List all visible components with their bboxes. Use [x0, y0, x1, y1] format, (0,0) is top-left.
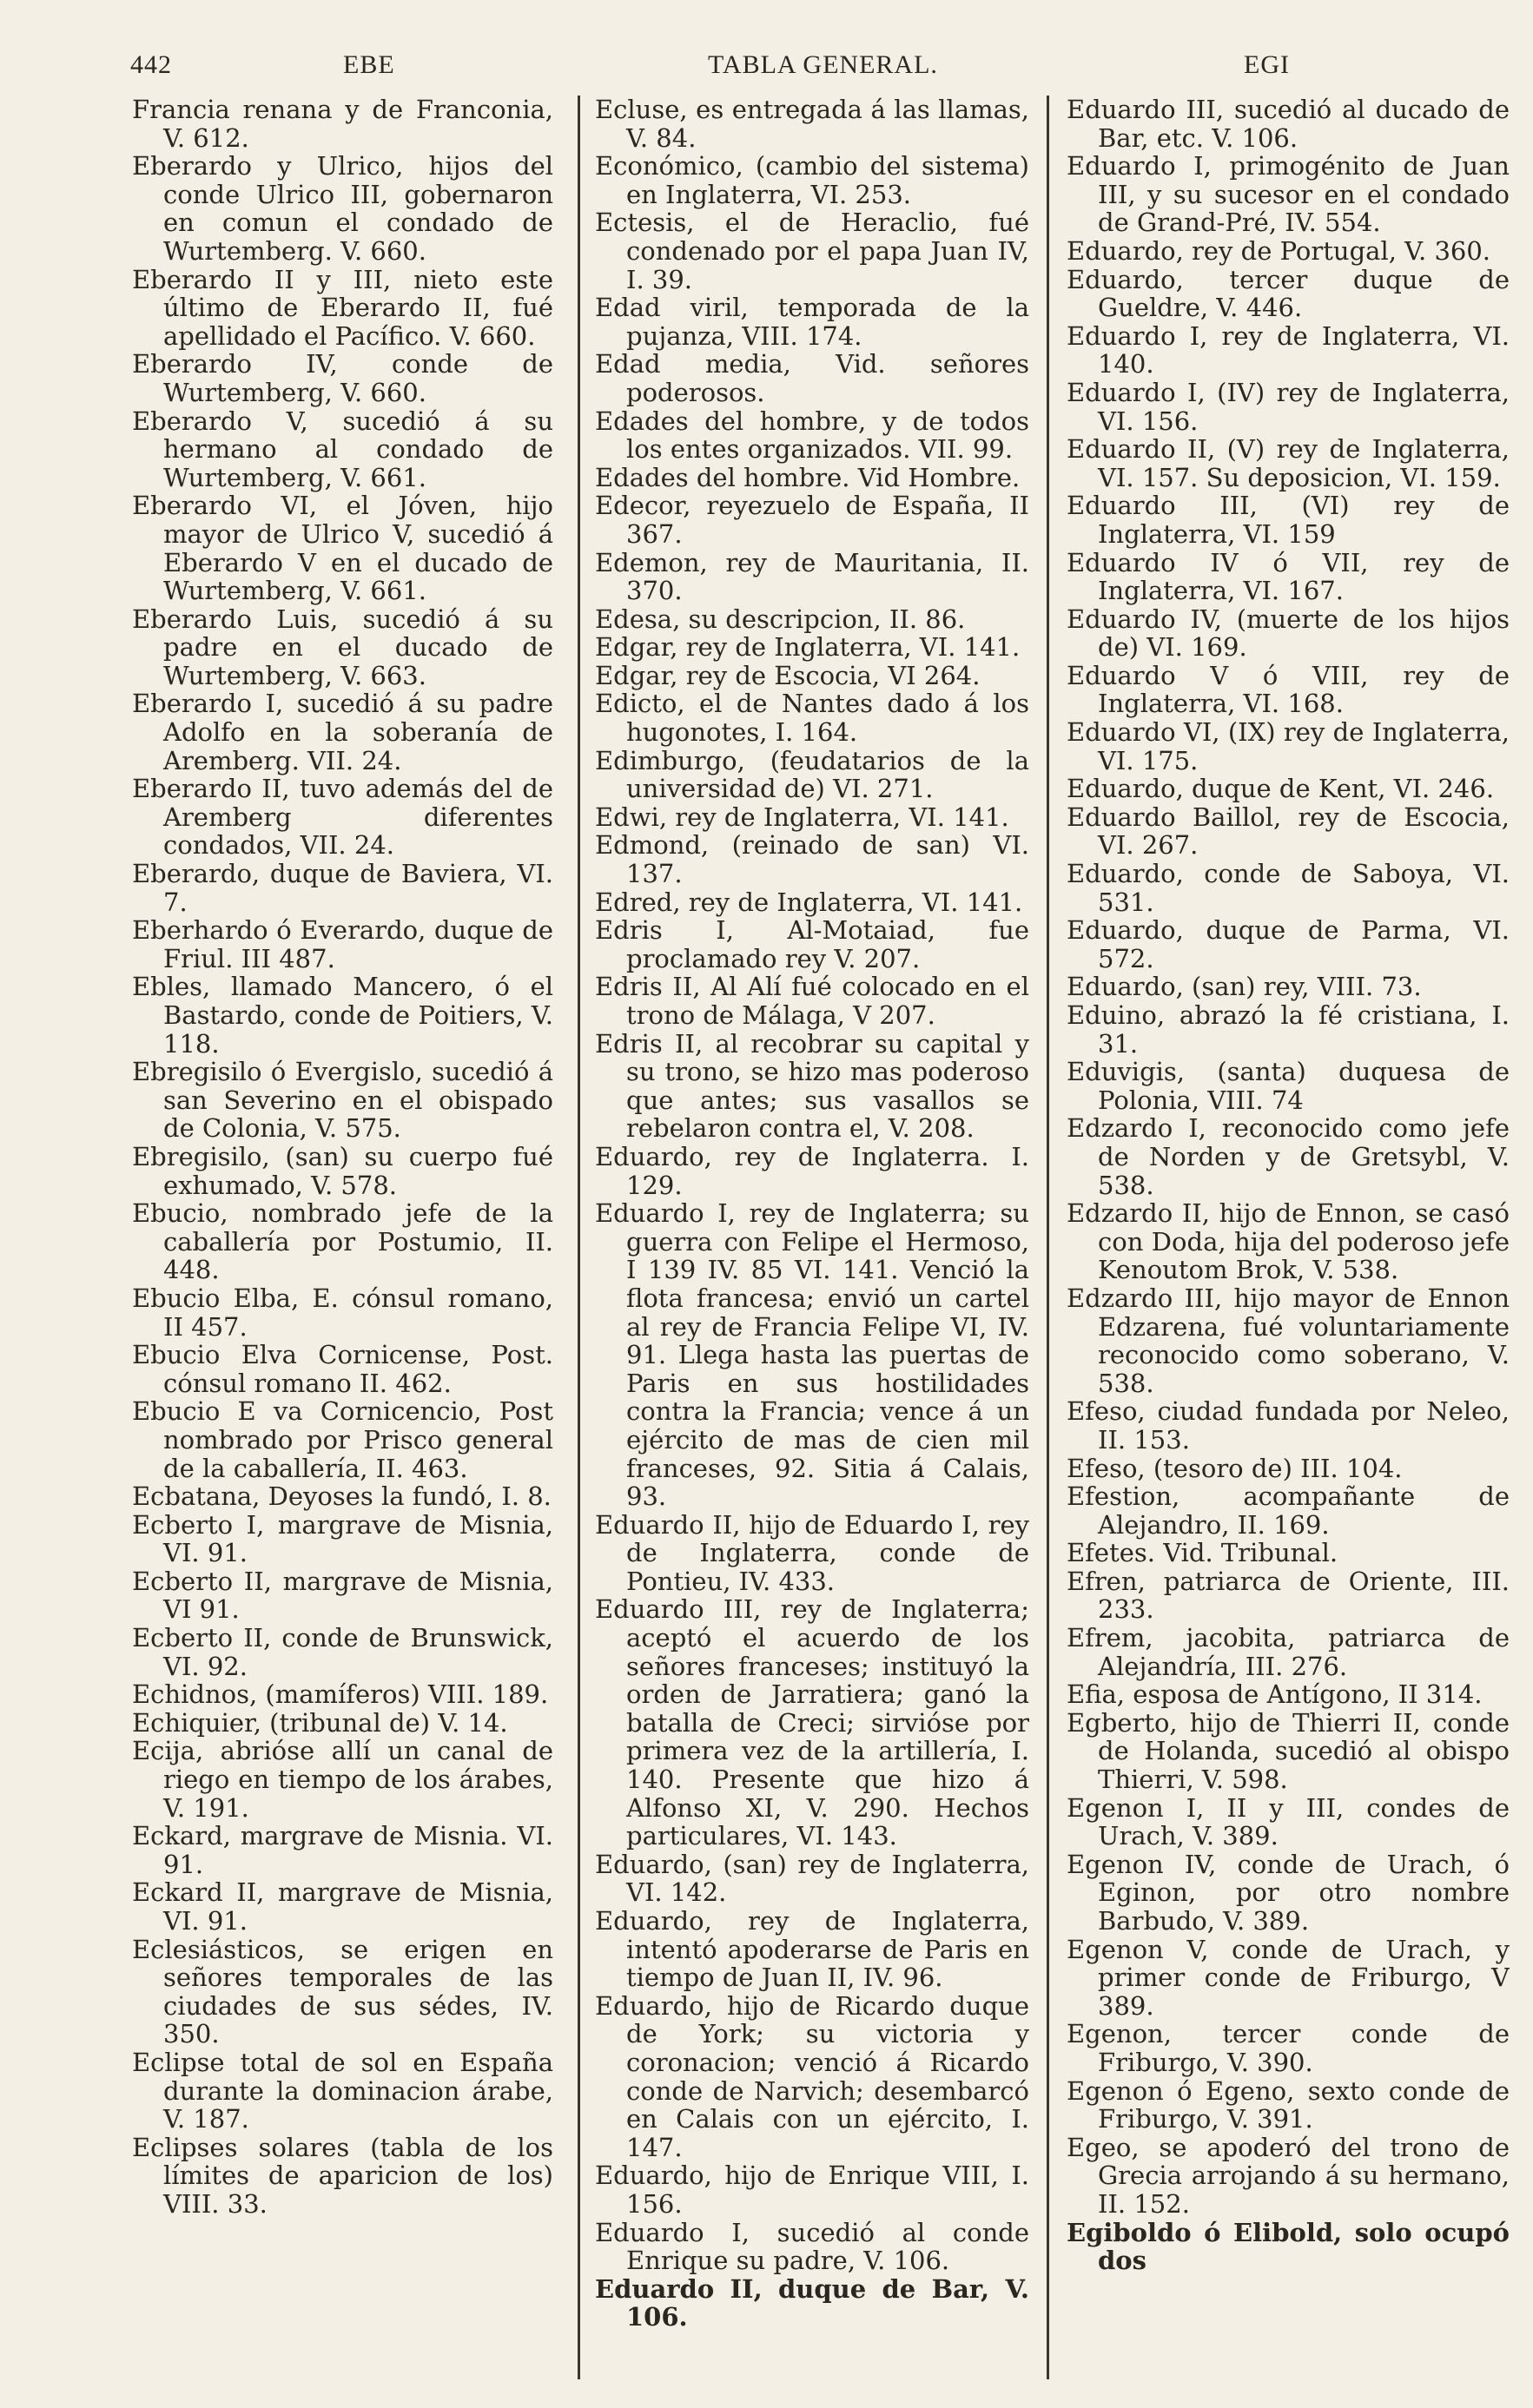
running-header	[130, 50, 1498, 94]
index-entry: Eberardo II, tuvo además del de Aremberg diferentes condados, VII. 24.	[132, 774, 553, 861]
index-entry: Eckard, margrave de Misnia. VI. 91.	[132, 1821, 553, 1879]
index-entry: Eduardo, duque de Kent, VI. 246.	[1067, 774, 1495, 804]
index-entry: Ecberto II, conde de Brunswick, VI. 92.	[132, 1623, 553, 1681]
index-entry: Ecberto II, margrave de Misnia, VI 91.	[132, 1566, 553, 1625]
index-entry: Eduardo, conde de Saboya, VI. 531.	[1067, 859, 1510, 917]
index-entry: Eberardo V, sucedió á su hermano al condado de Wurtemberg, V. 661.	[132, 406, 553, 492]
index-entry: Egiboldo ó Elibold, solo ocupó dos	[1067, 2217, 1510, 2276]
index-entry: Eduardo I, (IV) rey de Inglaterra, VI. 156.	[1067, 377, 1510, 436]
index-entry: Eclesiásticos, se erigen en señores temporales de las ciudades de sus sédes, IV. 350.	[132, 1934, 553, 2049]
index-entry: Económico, (cambio del sistema) en Inglaterra, VI. 253.	[595, 151, 1029, 209]
index-entry: Ecija, abrióse allí un canal de riego en tiempo de los árabes, V. 191.	[132, 1736, 553, 1823]
index-entry: Eduardo I, rey de Inglaterra, VI. 140.	[1067, 320, 1510, 379]
index-entry: Efestion, acompañante de Alejandro, II. 169.	[1067, 1481, 1510, 1540]
column-rule-right	[1047, 96, 1049, 2379]
index-entry: Ecberto I, margrave de Misnia, VI. 91.	[132, 1509, 553, 1568]
page-number: 442	[130, 50, 172, 79]
index-entry: Eberardo y Ulrico, hijos del conde Ulrico III, gobernaron en comun el condado de Wurtemberg. V. 660.	[132, 151, 553, 266]
index-entry: Eberardo, duque de Baviera, VI. 7.	[132, 859, 553, 917]
index-entry: Eduardo II, (V) rey de Inglaterra, VI. 157. Su deposicion, VI. 159.	[1067, 434, 1510, 492]
index-entry: Eduino, abrazó la fé cristiana, I. 31.	[1067, 1000, 1510, 1059]
index-entry: Eduardo Baillol, rey de Escocia, VI. 267.	[1067, 802, 1510, 861]
index-entry: Eduardo, (san) rey de Inglaterra, VI. 142.	[595, 1849, 1029, 1908]
index-column-2	[595, 96, 1029, 2379]
index-entry: Edad media, Vid. señores poderosos.	[595, 349, 1029, 407]
index-entry: Egenon, tercer conde de Friburgo, V. 390.	[1067, 2019, 1510, 2077]
index-entry: Eduardo II, hijo de Eduardo I, rey de Inglaterra, conde de Pontieu, IV. 433.	[595, 1509, 1029, 1596]
index-entry: Ectesis, el de Heraclio, fué condenado por el papa Juan IV, I. 39.	[595, 208, 1029, 294]
index-entry: Eduardo III, (VI) rey de Inglaterra, VI. 159	[1067, 491, 1510, 549]
index-entry: Egberto, hijo de Thierri II, conde de Holanda, sucedió al obispo Thierri, V. 598.	[1067, 1707, 1510, 1795]
index-entry: Edzardo I, reconocido como jefe de Norden y de Gretsybl, V. 538.	[1067, 1113, 1510, 1200]
index-entry: Eduardo II, duque de Bar, V. 106.	[595, 2273, 1029, 2332]
index-entry: Edimburgo, (feudatarios de la universidad de) VI. 271.	[595, 745, 1029, 804]
index-entry: Eduardo, rey de Inglaterra, intentó apoderarse de Paris en tiempo de Juan II, IV. 96.	[595, 1906, 1029, 1993]
index-entry: Eduardo III, sucedió al ducado de Bar, etc. V. 106.	[1067, 96, 1510, 153]
index-entry: Edzardo II, hijo de Ennon, se casó con Doda, hija del poderoso jefe Kenoutom Brok, V. 538.	[1067, 1198, 1510, 1285]
index-entry: Eduardo, (san) rey, VIII. 73.	[1067, 972, 1422, 1002]
index-entry: Egeo, se apoderó del trono de Grecia arrojando á su hermano, II. 152.	[1067, 2132, 1510, 2219]
index-entry: Eclipses solares (tabla de los límites de aparicion de los) VIII. 33.	[132, 2132, 553, 2219]
index-entry: Echiquier, (tribunal de) V. 14.	[132, 1707, 508, 1738]
index-entry: Edris II, al recobrar su capital y su trono, se hizo mas poderoso que antes; sus vasallos se rebelaron contra el, V. 208.	[595, 1028, 1029, 1144]
index-entry: Ebucio Elva Cornicense, Post. cónsul romano II. 462.	[132, 1340, 553, 1398]
page-title: TABLA GENERAL.	[708, 50, 938, 79]
index-entry: Eduardo I, sucedió al conde Enrique su padre, V. 106.	[595, 2217, 1029, 2276]
index-entry: Eberardo II y III, nieto este último de Eberardo II, fué apellidado el Pacífico. V. 660.	[132, 264, 553, 351]
index-entry: Efia, esposa de Antígono, II 314.	[1067, 1679, 1483, 1710]
index-entry: Eberhardo ó Everardo, duque de Friul. III 487.	[132, 915, 553, 973]
index-entry: Ecluse, es entregada á las llamas, V. 84.	[595, 96, 1029, 153]
left-guide-word: EBE	[343, 50, 395, 79]
index-entry: Eduardo IV ó VII, rey de Inglaterra, VI. 167.	[1067, 547, 1510, 606]
index-entry: Eduardo V ó VIII, rey de Inglaterra, VI. 168.	[1067, 660, 1510, 719]
index-entry: Eduvigis, (santa) duquesa de Polonia, VIII. 74	[1067, 1057, 1510, 1115]
index-entry: Egenon ó Egeno, sexto conde de Friburgo, V. 391.	[1067, 2075, 1510, 2134]
index-entry: Edades del hombre, y de todos los entes organizados. VII. 99.	[595, 406, 1029, 465]
index-entry: Eclipse total de sol en España durante la dominacion árabe, V. 187.	[132, 2047, 553, 2134]
index-entry: Efrem, jacobita, patriarca de Alejandría, III. 276.	[1067, 1623, 1510, 1681]
index-entry: Eberardo Luis, sucedió á su padre en el ducado de Wurtemberg, V. 663.	[132, 604, 553, 690]
index-entry: Edris I, Al-Motaiad, fue proclamado rey V. 207.	[595, 915, 1029, 973]
index-entry: Eduardo, duque de Parma, VI. 572.	[1067, 915, 1510, 973]
index-entry: Eduardo III, rey de Inglaterra; aceptó el acuerdo de los señores franceses; instituyó la orden de Jarratiera; ganó la batalla de Creci; sirvióse por primera vez de la artillería, I. 140. Presente que hizo á Alfonso XI, V. 290. Hechos particulares, VI. 143.	[595, 1594, 1029, 1851]
index-entry: Eberardo IV, conde de Wurtemberg, V. 660.	[132, 349, 553, 407]
index-entry: Ebregisilo ó Evergislo, sucedió á san Severino en el obispado de Colonia, V. 575.	[132, 1057, 553, 1144]
column-rule-left	[578, 96, 580, 2379]
index-entry: Ebucio E va Cornicencio, Post nombrado por Prisco general de la caballería, II. 463.	[132, 1396, 553, 1483]
index-entry: Edesa, su descripcion, II. 86.	[595, 604, 966, 634]
index-entry: Eduardo VI, (IX) rey de Inglaterra, VI. 175.	[1067, 717, 1510, 775]
index-entry: Efetes. Vid. Tribunal.	[1067, 1538, 1338, 1568]
index-entry: Eckard II, margrave de Misnia, VI. 91.	[132, 1877, 553, 1936]
index-entry: Edicto, el de Nantes dado á los hugonotes, I. 164.	[595, 689, 1029, 748]
index-entry: Ebucio, nombrado jefe de la caballería por Postumio, II. 448.	[132, 1198, 553, 1285]
index-entry: Eduardo IV, (muerte de los hijos de) VI. 169.	[1067, 604, 1510, 663]
index-entry: Edgar, rey de Inglaterra, VI. 141.	[595, 632, 1021, 663]
index-entry: Edades del hombre. Vid Hombre.	[595, 462, 1021, 492]
index-column-1	[132, 96, 553, 2379]
index-entry: Eduardo, rey de Inglaterra. I. 129.	[595, 1141, 1029, 1200]
index-entry: Edzardo III, hijo mayor de Ennon Edzarena, fué voluntariamente reconocido como soberano, V. 538.	[1067, 1283, 1510, 1398]
index-entry: Eduardo, hijo de Ricardo duque de York; su victoria y coronacion; venció á Ricardo conde de Narvich; desembarcó en Calais con un ejército, I. 147.	[595, 1990, 1029, 2162]
index-entry: Eduardo, tercer duque de Gueldre, V. 446.	[1067, 264, 1510, 323]
index-entry: Ebregisilo, (san) su cuerpo fué exhumado, V. 578.	[132, 1141, 553, 1200]
index-entry: Egenon IV, conde de Urach, ó Eginon, por otro nombre Barbudo, V. 389.	[1067, 1849, 1510, 1936]
index-entry: Edemon, rey de Mauritania, II. 370.	[595, 547, 1029, 606]
index-entry: Francia renana y de Franconia, V. 612.	[132, 96, 553, 153]
index-entry: Edad viril, temporada de la pujanza, VIII. 174.	[595, 293, 1029, 351]
index-entry: Ecbatana, Deyoses la fundó, I. 8.	[132, 1481, 552, 1512]
index-entry: Eduardo I, rey de Inglaterra; su guerra con Felipe el Hermoso, I 139 IV. 85 VI. 141. Venció la flota francesa; envió un cartel al rey de Francia Felipe VI, IV. 91. Llega hasta las puertas de Paris en sus hostilidades contra la Francia; vence á un ejército de mas de cien mil franceses, 92. Sitia á Calais, 93.	[595, 1198, 1029, 1512]
index-entry: Egenon V, conde de Urach, y primer conde de Friburgo, V 389.	[1067, 1934, 1510, 2021]
index-entry: Edris II, Al Alí fué colocado en el trono de Málaga, V 207.	[595, 972, 1029, 1030]
index-entry: Eduardo, hijo de Enrique VIII, I. 156.	[595, 2161, 1029, 2219]
index-entry: Edgar, rey de Escocia, VI 264.	[595, 660, 981, 690]
index-entry: Eduardo, rey de Portugal, V. 360.	[1067, 235, 1491, 266]
index-entry: Echidnos, (mamíferos) VIII. 189.	[132, 1679, 549, 1710]
index-entry: Efeso, (tesoro de) III. 104.	[1067, 1453, 1403, 1483]
index-entry: Edmond, (reinado de san) VI. 137.	[595, 830, 1029, 889]
index-entry: Efren, patriarca de Oriente, III. 233.	[1067, 1566, 1510, 1625]
index-entry: Eduardo I, primogénito de Juan III, y su sucesor en el condado de Grand-Pré, IV. 554.	[1067, 151, 1510, 238]
index-entry: Egenon I, II y III, condes de Urach, V. 389.	[1067, 1792, 1510, 1851]
index-entry: Edecor, reyezuelo de España, II 367.	[595, 491, 1029, 549]
index-entry: Ebles, llamado Mancero, ó el Bastardo, conde de Poitiers, V. 118.	[132, 972, 553, 1059]
index-entry: Eberardo VI, el Jóven, hijo mayor de Ulrico V, sucedió á Eberardo V en el ducado de Wurtemberg, V. 661.	[132, 491, 553, 606]
index-entry: Eberardo I, sucedió á su padre Adolfo en la soberanía de Aremberg. VII. 24.	[132, 689, 553, 775]
right-guide-word: EGI	[1244, 50, 1290, 79]
index-entry: Edred, rey de Inglaterra, VI. 141.	[595, 887, 1023, 917]
index-entry: Edwi, rey de Inglaterra, VI. 141.	[595, 802, 1009, 832]
index-column-3	[1067, 96, 1510, 2379]
index-entry: Efeso, ciudad fundada por Neleo, II. 153.	[1067, 1396, 1510, 1455]
index-entry: Ebucio Elba, E. cónsul romano, II 457.	[132, 1283, 553, 1342]
